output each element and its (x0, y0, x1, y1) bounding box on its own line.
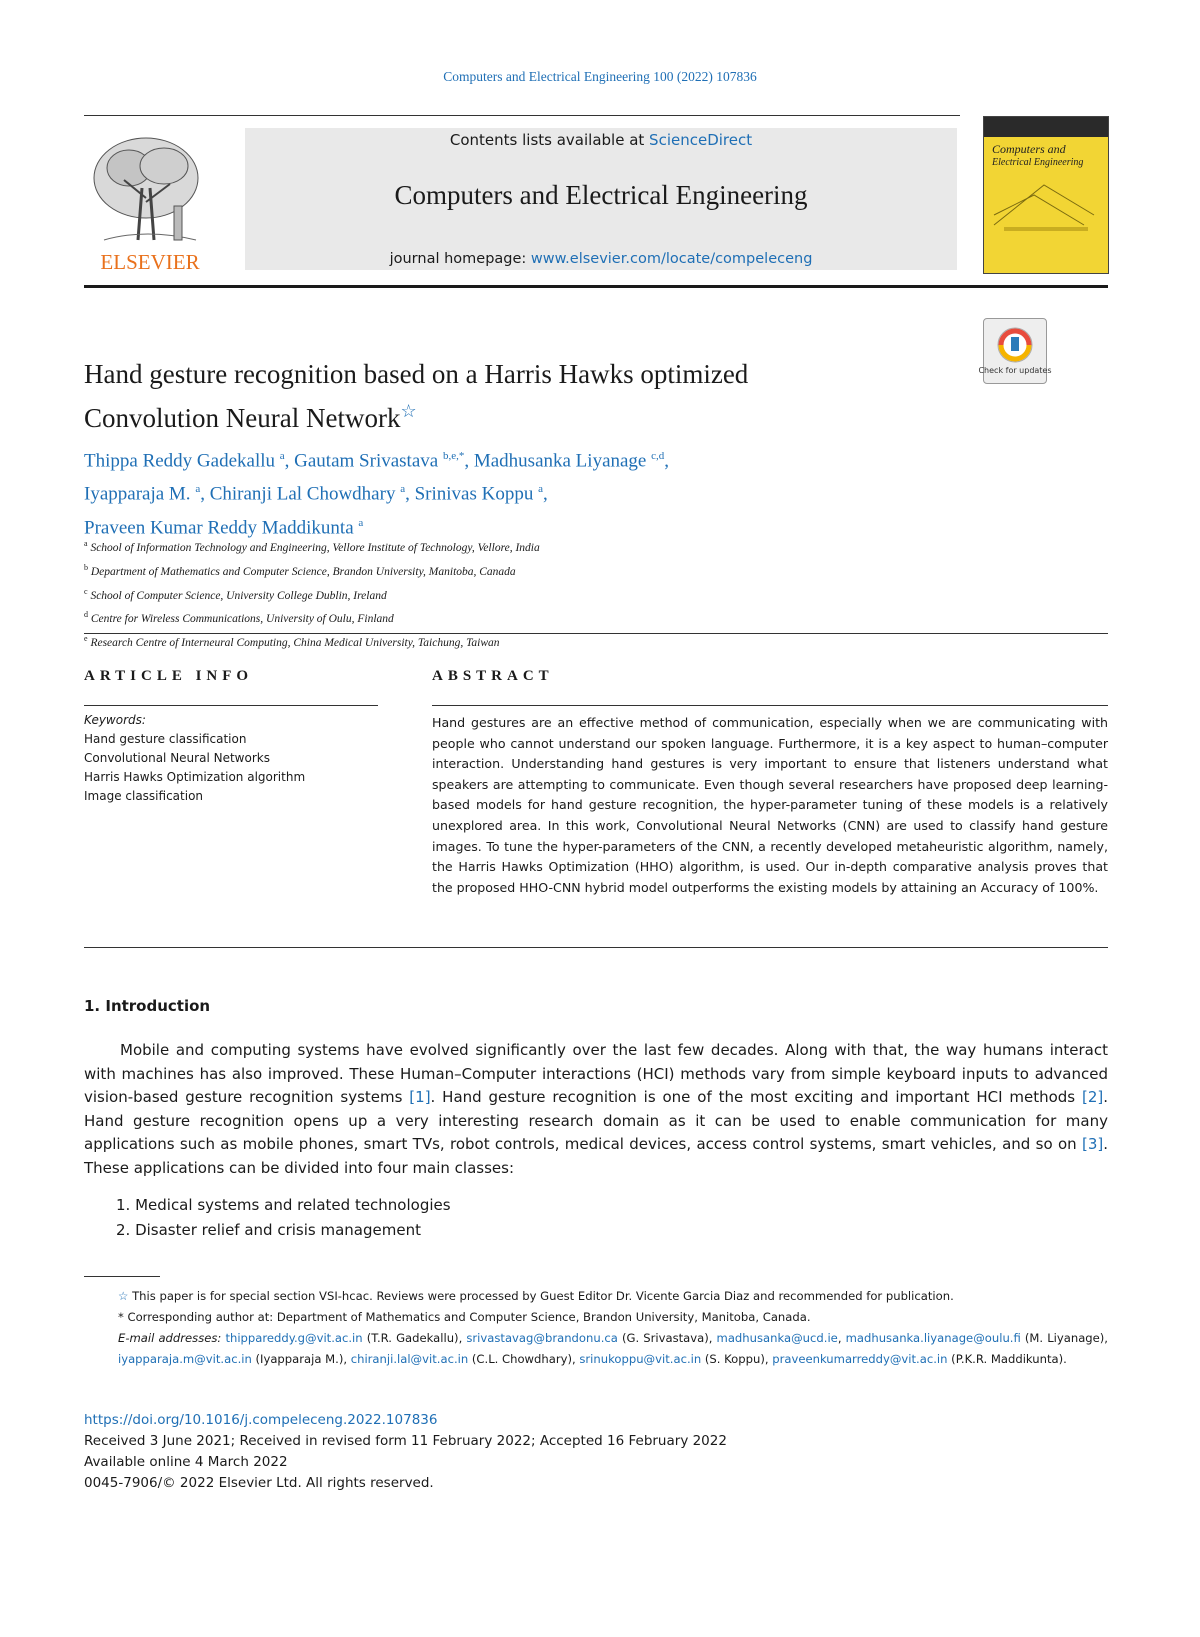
author-name[interactable]: Madhusanka Liyanage (473, 450, 647, 472)
email-link[interactable]: chiranji.lal@vit.ac.in (350, 1352, 469, 1366)
available-online: Available online 4 March 2022 (84, 1454, 288, 1470)
abstract-end-rule (84, 947, 1108, 948)
abstract-heading: ABSTRACT (432, 668, 554, 684)
citation-link-2[interactable]: [2] (1081, 1088, 1104, 1106)
article-info-rule (84, 705, 378, 706)
intro-text-2: . Hand gesture recognition is one of the most exciting and important HCI methods (430, 1088, 1082, 1106)
affiliation-item (84, 605, 984, 629)
author-separator: , (405, 483, 410, 505)
homepage-prefix: journal homepage: (389, 251, 531, 267)
affiliation-item (84, 582, 984, 606)
citation-link-3[interactable]: [3] (1081, 1135, 1104, 1153)
affiliation-mark: e (84, 634, 88, 644)
email-link[interactable]: praveenkumarreddy@vit.ac.in (772, 1352, 948, 1366)
abstract-rule (432, 705, 1108, 706)
intro-text-4: . These applications can be divided into four main classes: (84, 1135, 1108, 1177)
author-name[interactable]: Chiranji Lal Chowdhary (209, 483, 396, 505)
copyright-line: 0045-7906/© 2022 Elsevier Ltd. All rights reserved. (84, 1475, 434, 1491)
cover-title-2: Electrical Engineering (992, 157, 1084, 168)
crossmark-button[interactable] (978, 318, 1052, 384)
cover-top-band (984, 117, 1108, 137)
publisher-wordmark: ELSEVIER (100, 250, 200, 274)
cover-graphic (984, 175, 1108, 235)
keywords-list (84, 730, 384, 806)
affiliation-mark: b (84, 562, 88, 572)
intro-paragraph (84, 1039, 1108, 1180)
email-owner: , (837, 1331, 846, 1345)
received-dates: Received 3 June 2021; Received in revised form 11 February 2022; Accepted 16 February 2022 (84, 1433, 727, 1449)
author-name[interactable]: Thippa Reddy Gadekallu (84, 450, 276, 472)
footnote-emails (84, 1328, 1108, 1370)
header-rule-bottom (84, 285, 1108, 288)
author-name[interactable]: Praveen Kumar Reddy Maddikunta (84, 516, 354, 538)
email-owner: (P.K.R. Maddikunta). (947, 1352, 1067, 1366)
email-owner: (S. Koppu), (701, 1352, 773, 1366)
citation-link-1[interactable]: [1] (409, 1088, 431, 1106)
author-separator: , (464, 450, 470, 472)
footnote-star-mark: ☆ (118, 1289, 129, 1303)
email-link[interactable]: madhusanka@ucd.ie (716, 1331, 838, 1345)
affiliation-item (84, 534, 984, 558)
author-separator: , (200, 483, 205, 505)
keyword-item: Convolutional Neural Networks (84, 751, 270, 765)
email-owner: (G. Srivastava), (617, 1331, 717, 1345)
footnote-rule (84, 1276, 160, 1277)
email-owner: (M. Liyanage), (1020, 1331, 1108, 1345)
author-name[interactable]: Gautam Srivastava (294, 450, 439, 472)
author-name[interactable]: Srinivas Koppu (414, 483, 534, 505)
email-label: E-mail addresses: (118, 1331, 222, 1345)
crossmark-icon (978, 319, 1052, 383)
cover-title-1: Computers and (992, 142, 1066, 156)
title-line-2: Convolution Neural Network (84, 403, 401, 433)
contents-prefix: Contents lists available at (449, 131, 650, 149)
homepage-line (245, 251, 957, 267)
footnote-corresponding (84, 1307, 1108, 1328)
intro-text-3: . Hand gesture recognition opens up a very interesting research domain as it can be used to enable communication for many applications such as mobile phones, smart TVs, robot controls, medical devices, access control systems, smart vehicles, and so on (84, 1088, 1108, 1153)
author-affiliation-mark[interactable]: a (538, 483, 543, 496)
contents-line (245, 131, 957, 149)
affiliation-text: School of Information Technology and Engineering, Vellore Institute of Technology, Vellore, India (90, 541, 540, 554)
email-owner: (T.R. Gadekallu), (362, 1331, 467, 1345)
email-link[interactable]: srivastavag@brandonu.ca (466, 1331, 618, 1345)
author-affiliation-mark[interactable]: a (400, 483, 406, 496)
email-owner: (C.L. Chowdhary), (468, 1352, 580, 1366)
publication-info (84, 1410, 984, 1494)
crossmark-label: Check for updates (978, 366, 1052, 375)
keywords-block (84, 711, 384, 806)
affiliation-item (84, 558, 984, 582)
affiliation-mark: d (84, 610, 88, 620)
email-link[interactable]: thippareddy.g@vit.ac.in (225, 1331, 363, 1345)
article-info-heading: ARTICLE INFO (84, 668, 254, 684)
footnotes (84, 1286, 1108, 1370)
elsevier-logo[interactable] (84, 128, 216, 278)
footnote-corr-mark: * (118, 1310, 124, 1324)
email-link[interactable]: madhusanka.liyanage@oulu.fi (845, 1331, 1021, 1345)
list-item: 2. Disaster relief and crisis management (116, 1221, 421, 1239)
affiliation-text: School of Computer Science, University College Dublin, Ireland (90, 589, 387, 602)
title-footnote-mark[interactable]: ☆ (400, 401, 417, 421)
footnote-corr-text: Corresponding author at: Department of Mathematics and Computer Science, Brandon University, Manitoba, Canada. (127, 1310, 811, 1324)
affiliation-text: Research Centre of Interneural Computing, China Medical University, Taichung, Taiwan (90, 637, 500, 650)
list-item: 1. Medical systems and related technologies (116, 1196, 451, 1214)
homepage-link[interactable]: www.elsevier.com/locate/compeleceng (530, 251, 813, 267)
elsevier-tree-icon (84, 128, 216, 278)
sciencedirect-link[interactable]: ScienceDirect (649, 131, 753, 149)
abstract-text: Hand gestures are an effective method of communication, especially when we are communicating with people who cannot understand our spoken language. Furthermore, it is a key aspect to human–computer interaction. Understanding hand gestures is very important to ensure that listeners understand what speakers are attempting to communicate. Even though several researchers have proposed deep learning-based models for hand gesture recognition, the hyper-parameter tuning of these models is a relatively unexplored area. In this work, Convolutional Neural Networks (CNN) are used to classify hand gesture images. To tune the hyper-parameters of the CNN, a recently developed metaheuristic algorithm, namely, the Harris Hawks Optimization (HHO) algorithm, is used. Our in-depth comparative analysis proves that the proposed HHO-CNN hybrid model outperforms the existing models by attaining an Accuracy of 100%. (432, 715, 1108, 895)
journal-title: Computers and Electrical Engineering (394, 180, 808, 210)
email-owner: (Iyapparaja M.), (251, 1352, 351, 1366)
keywords-label: Keywords: (84, 713, 146, 727)
doi-link[interactable]: https://doi.org/10.1016/j.compeleceng.2022.107836 (84, 1412, 438, 1428)
author-separator: , (664, 450, 670, 472)
journal-cover-thumbnail[interactable] (983, 116, 1109, 274)
author-separator: , (542, 483, 548, 505)
author-affiliation-mark[interactable]: a (195, 483, 201, 496)
affiliations-rule (84, 633, 1108, 634)
affiliation-mark: a (84, 539, 88, 548)
author-list (84, 442, 1004, 542)
application-class-list (84, 1193, 984, 1243)
title-line-1: Hand gesture recognition based on a Harris Hawks optimized (84, 359, 749, 389)
footnote-star (84, 1286, 1108, 1307)
intro-text-1: Mobile and computing systems have evolved significantly over the last few decades. Along with that, the way humans interact with machines has also improved. These Human–Computer interactions (HCI) methods vary from simple keyboard inputs to advanced vision-based gesture recognition systems (84, 1041, 1108, 1106)
keyword-item: Hand gesture classification (84, 732, 247, 746)
affiliation-mark: c (84, 586, 88, 596)
journal-reference[interactable]: Computers and Electrical Engineering 100 (2022) 107836 (443, 69, 757, 84)
article-title (84, 356, 944, 437)
keyword-item: Harris Hawks Optimization algorithm (84, 770, 306, 784)
footnote-star-text: This paper is for special section VSI-hcac. Reviews were processed by Guest Editor Dr. Vicente Garcia Diaz and recommended for publication. (132, 1289, 954, 1303)
email-link[interactable]: srinukoppu@vit.ac.in (579, 1352, 702, 1366)
affiliation-list (84, 534, 984, 653)
author-separator: , (284, 450, 290, 472)
section-heading-introduction: 1. Introduction (84, 997, 211, 1015)
author-affiliation-mark[interactable]: a (358, 516, 364, 529)
header-rule-top (84, 115, 960, 116)
affiliation-text: Department of Mathematics and Computer Science, Brandon University, Manitoba, Canada (90, 565, 516, 578)
keyword-item: Image classification (84, 789, 204, 803)
email-link[interactable]: iyapparaja.m@vit.ac.in (118, 1352, 252, 1366)
author-name[interactable]: Iyapparaja M. (84, 483, 191, 505)
author-affiliation-mark[interactable]: c,d (651, 450, 665, 462)
author-affiliation-mark[interactable]: a (279, 450, 285, 462)
author-affiliation-mark[interactable]: b,e,* (442, 450, 465, 462)
affiliation-text: Centre for Wireless Communications, University of Oulu, Finland (90, 613, 394, 626)
